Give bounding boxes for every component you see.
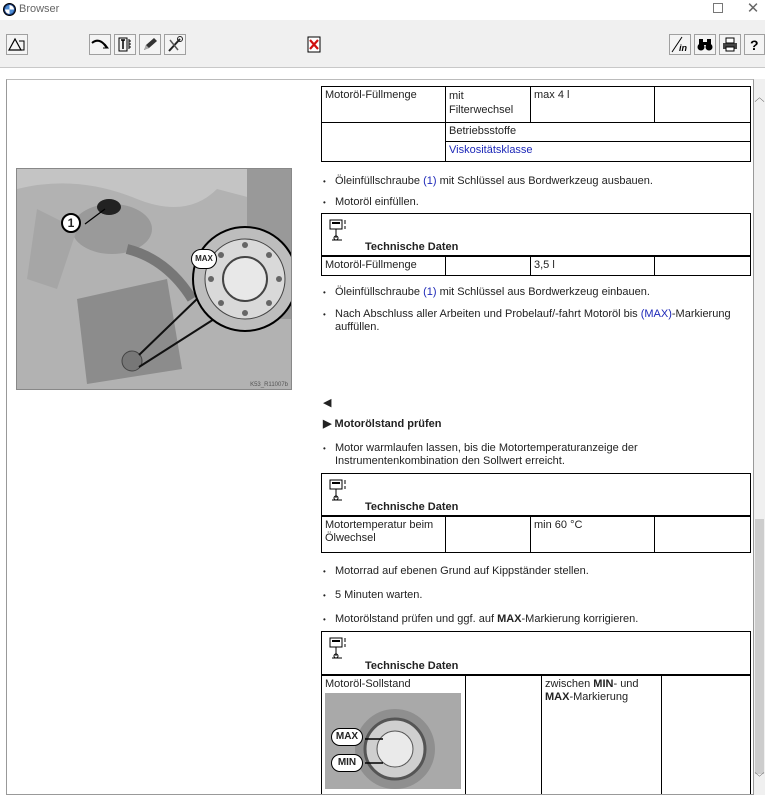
oil-level-target-label: Motoröl-Sollstand [325, 678, 411, 690]
svg-text:?: ? [750, 37, 759, 53]
print-icon [720, 35, 740, 54]
route-icon [90, 35, 110, 54]
gauge-icon [115, 35, 135, 54]
help-button[interactable] [744, 34, 765, 55]
title-bar [0, 0, 765, 20]
oil-capacity-value: 3,5 l [531, 257, 655, 276]
tools-icon [165, 35, 185, 54]
callout-1-link[interactable]: (1) [423, 175, 437, 187]
oil-fill-label: Motoröl-Füllmenge [322, 87, 446, 123]
close-doc-icon [304, 35, 324, 54]
piston-icon [328, 636, 350, 662]
toolbar [0, 20, 765, 68]
scroll-up-icon[interactable]: ︿ [754, 93, 765, 104]
tech-data-table-2 [321, 516, 751, 553]
oil-level-target-cell [322, 676, 466, 796]
callout-1: 1 [61, 213, 81, 233]
vertical-scrollbar[interactable] [754, 79, 765, 795]
step-install-filler-screw: • Öleinfüllschraube (1) mit Schlüssel aus Bordwerkzeug einbauen. [323, 286, 650, 298]
empty-cell [655, 87, 751, 123]
warning-triangle-icon [7, 35, 27, 54]
maximize-button[interactable] [703, 0, 733, 20]
info-icon [670, 35, 690, 54]
binoculars-icon [695, 35, 715, 54]
engine-illustration [17, 169, 292, 390]
oil-fill-value: max 4 l [531, 87, 655, 123]
oil-capacity-label: Motoröl-Füllmenge [322, 257, 446, 276]
print-button[interactable] [719, 34, 741, 55]
back-arrow-icon[interactable]: ◀ [323, 397, 332, 409]
piston-icon [328, 218, 350, 244]
info-button[interactable] [669, 34, 691, 55]
step-remove-filler-screw: • Öleinfüllschraube (1) mit Schlüssel aus Bordwerkzeug ausbauen. [323, 175, 653, 187]
tech-data-table-1 [321, 256, 751, 276]
min-mark-label: MIN [331, 754, 363, 772]
help-icon [745, 35, 765, 54]
scroll-down-icon[interactable]: ﹀ [754, 773, 765, 784]
close-button[interactable]: ✕ [746, 0, 760, 17]
warning-triangle-button[interactable] [6, 34, 28, 55]
section-check-oil-level[interactable]: ▶ Motorölstand prüfen [323, 418, 442, 430]
route-button[interactable] [89, 34, 111, 55]
close-doc-button[interactable] [303, 34, 325, 55]
oil-fill-condition: mit Filterwechsel [446, 87, 531, 123]
step-fill-oil: • Motoröl einfüllen. [323, 196, 419, 208]
oil-level-target-value: zwischen MIN- und MAX-Markierung [542, 676, 662, 796]
document-content [6, 79, 754, 795]
sight-glass-image [325, 693, 461, 789]
operating-fluids-link[interactable]: Betriebsstoffe [446, 123, 751, 142]
tech-data-header-2: Technische Daten [321, 473, 751, 516]
tools-button[interactable] [164, 34, 186, 55]
max-link[interactable]: (MAX) [640, 308, 672, 320]
expand-arrow-icon: ▶ [323, 418, 332, 430]
engine-temp-label: Motortemperatur beim Ölwechsel [322, 517, 446, 553]
pencil-icon [140, 35, 160, 54]
max-marker-label: MAX [191, 249, 217, 269]
tech-data-table-3 [321, 675, 751, 795]
scroll-thumb[interactable] [755, 519, 764, 774]
binoculars-button[interactable] [694, 34, 716, 55]
step-center-stand: • Motorrad auf ebenen Grund auf Kippständer stellen. [323, 565, 589, 577]
engine-temp-value: min 60 °C [531, 517, 655, 553]
gauge-button[interactable] [114, 34, 136, 55]
bmw-logo-icon [3, 3, 16, 16]
step-warm-up-engine: • Motor warmlaufen lassen, bis die Motortemperaturanzeige der Instrumentenkombination den Sollwert erreicht. [323, 442, 638, 467]
step-top-up-oil: • Nach Abschluss aller Arbeiten und Probelauf/-fahrt Motoröl bis (MAX)-Markierung auffüllen. [323, 308, 731, 333]
svg-text:in: in [679, 43, 687, 53]
window-title: Browser [19, 3, 60, 15]
tech-data-header-1: Technische Daten [321, 213, 751, 256]
pencil-button[interactable] [139, 34, 161, 55]
max-mark-label: MAX [331, 728, 363, 746]
tech-data-header-3: Technische Daten [321, 631, 751, 675]
engine-oil-filler-image [16, 168, 292, 390]
figure-code: K53_R11007b [250, 382, 288, 388]
callout-1-link-2[interactable]: (1) [423, 286, 437, 298]
viscosity-class-link[interactable]: Viskositätsklasse [446, 142, 751, 162]
piston-icon [328, 478, 350, 504]
step-check-oil-level: • Motorölstand prüfen und ggf. auf MAX-Markierung korrigieren. [323, 613, 639, 625]
step-wait: • 5 Minuten warten. [323, 589, 423, 601]
operating-fluids-table [321, 86, 751, 162]
